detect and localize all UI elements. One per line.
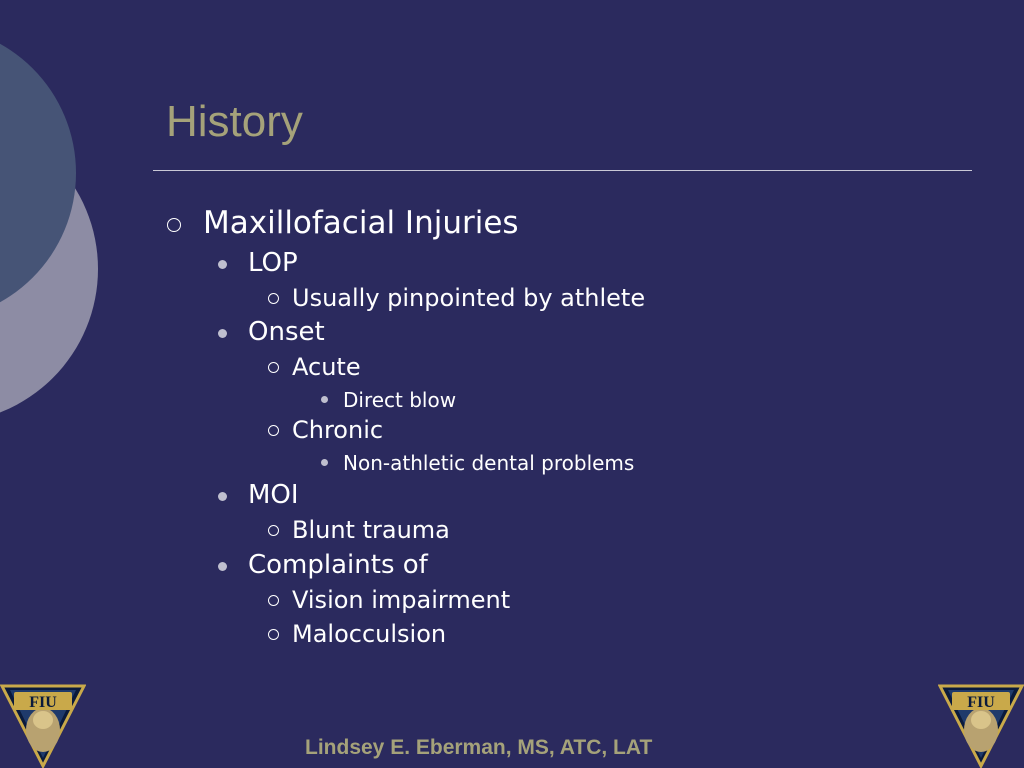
bullet-item	[321, 451, 741, 477]
ring-bullet-icon	[268, 362, 279, 373]
ring-bullet-icon	[268, 595, 279, 606]
bullet-text: Acute	[292, 353, 361, 381]
bullet-text: Chronic	[292, 416, 384, 444]
bullet-text: Blunt trauma	[292, 516, 450, 544]
ring-bullet-icon	[268, 425, 279, 436]
ring-bullet-icon	[268, 293, 279, 304]
bullet-text: MOI	[248, 480, 299, 510]
footer-author: Lindsey E. Eberman, MS, ATC, LAT	[305, 736, 653, 759]
fiu-logo-text: FIU	[967, 694, 995, 711]
dot-bullet-icon	[321, 396, 328, 403]
bullet-item	[218, 550, 618, 584]
bullet-item	[268, 620, 668, 650]
bullet-item	[268, 586, 668, 616]
bullet-item	[218, 480, 618, 514]
bullet-item	[268, 416, 668, 446]
bullet-text: Non-athletic dental problems	[343, 451, 635, 475]
title-divider	[153, 170, 972, 171]
bullet-item	[268, 284, 728, 314]
bullet-text: Maxillofacial Injuries	[203, 205, 519, 241]
ring-bullet-icon	[268, 629, 279, 640]
bullet-item	[268, 353, 668, 383]
dot-bullet-icon	[321, 459, 328, 466]
bullet-item	[218, 248, 618, 282]
dot-bullet-icon	[218, 492, 227, 501]
bullet-item	[166, 205, 666, 245]
bullet-text: Direct blow	[343, 388, 457, 412]
ring-bullet-icon	[167, 218, 181, 232]
bullet-item	[218, 317, 618, 351]
dot-bullet-icon	[218, 562, 227, 571]
bullet-text: Complaints of	[248, 550, 428, 580]
bullet-text: Onset	[248, 317, 325, 347]
fiu-logo-left	[0, 684, 86, 768]
bullet-text: Vision impairment	[292, 586, 511, 614]
dot-bullet-icon	[218, 260, 227, 269]
bullet-item	[321, 388, 721, 414]
bullet-text: Usually pinpointed by athlete	[292, 284, 646, 312]
fiu-logo-right	[938, 684, 1024, 768]
bullet-text: LOP	[248, 248, 298, 278]
dot-bullet-icon	[218, 329, 227, 338]
slide-title: History	[166, 97, 303, 146]
bullet-text: Malocculsion	[292, 620, 447, 648]
bullet-item	[268, 516, 668, 546]
fiu-logo-text: FIU	[29, 694, 57, 711]
ring-bullet-icon	[268, 525, 279, 536]
